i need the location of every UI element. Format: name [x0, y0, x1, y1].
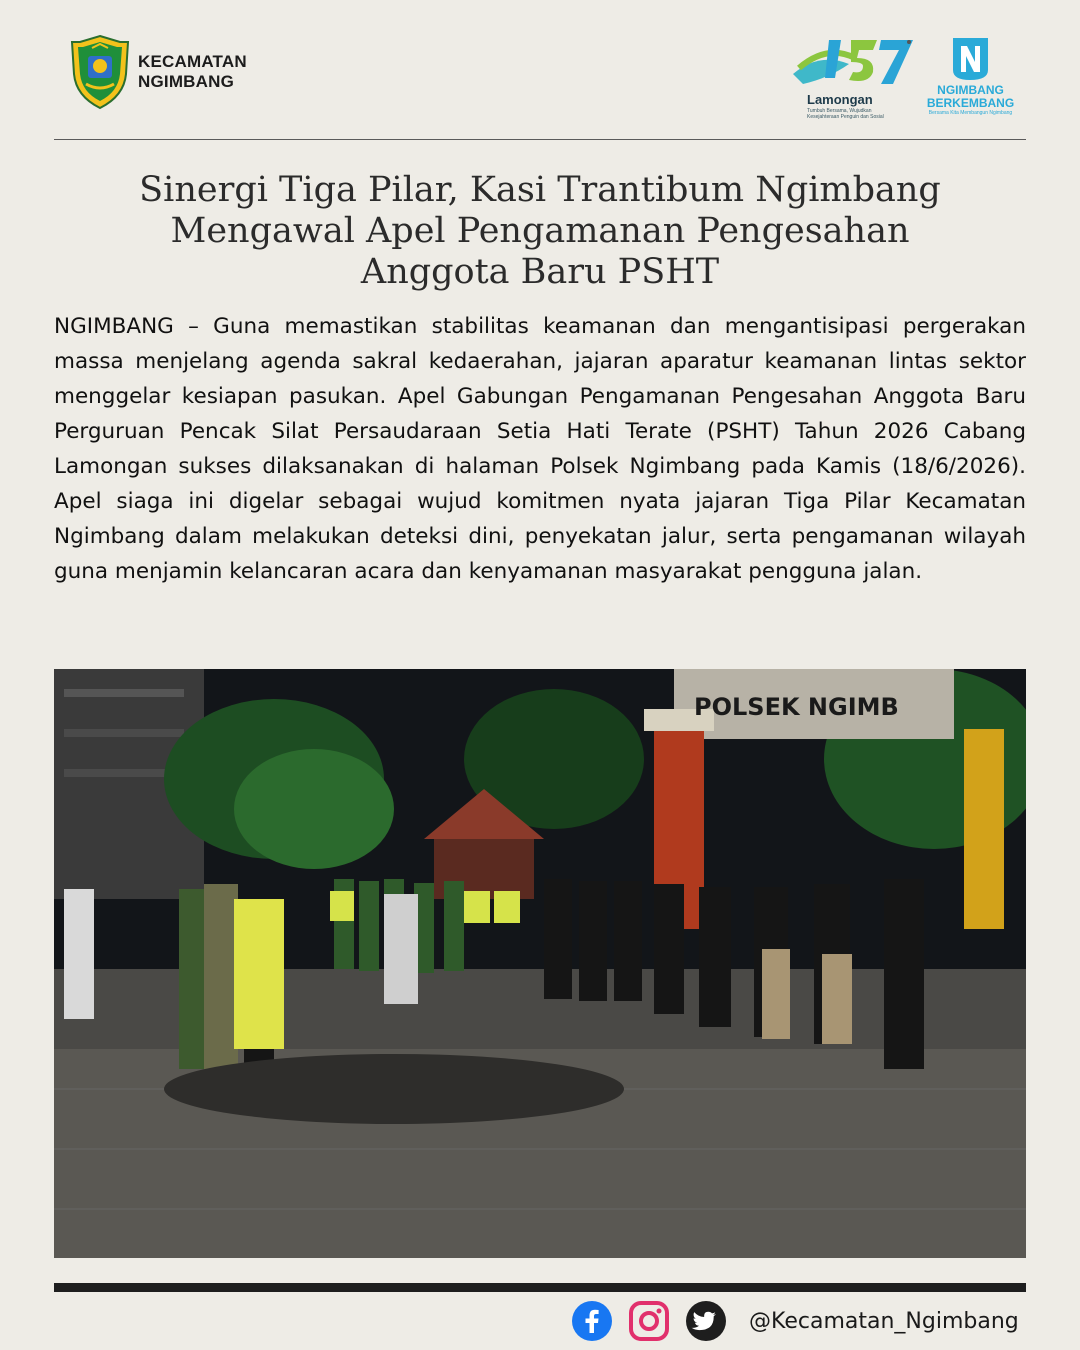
ngimbang-tagline: Bersama Kita Membangun Ngimbang	[928, 110, 1013, 116]
brand[interactable]	[70, 34, 247, 110]
footer	[572, 1300, 1019, 1342]
social-handle[interactable]: @Kecamatan_Ngimbang	[749, 1308, 1019, 1334]
partner-logos	[789, 34, 1018, 124]
article-body: NGIMBANG – Guna memastikan stabilitas keamanan dan mengantisipasi pergerakan massa menjelang agenda sakral kedaerahan, jajaran aparatur keamanan lintas sektor menggelar kesiapan pasukan. Apel Gabungan Pengamanan Pengesahan Anggota Baru Perguruan Pencak Silat Persaudaraan Setia Hati Terate (PSHT) Tahun 2026 Cabang Lamongan sukses dilaksanakan di halaman Polsek Ngimbang pada Kamis (18/6/2026). Apel siaga ini digelar sebagai wujud komitmen nyata jajaran Tiga Pilar Kecamatan Ngimbang dalam melakukan deteksi dini, penyekatan jalur, serta pengamanan wilayah guna menjamin kelancaran acara dan kenyamanan masyarakat pengguna jalan.	[54, 314, 1026, 584]
anniversary-label: Lamongan	[807, 92, 873, 107]
ngimbang-line2: BERKEMBANG	[926, 96, 1015, 110]
ngimbang-berkembang-logo	[923, 34, 1018, 124]
instagram-icon[interactable]	[629, 1301, 669, 1341]
footer-divider	[54, 1283, 1026, 1292]
article-title: Sinergi Tiga Pilar, Kasi Trantibum Ngimbang Mengawal Apel Pengamanan Pengesahan Anggota Baru PSHT	[139, 170, 941, 292]
facebook-icon[interactable]	[572, 1301, 612, 1341]
photo-sign-text: POLSEK NGIMB	[694, 693, 899, 721]
twitter-icon[interactable]	[686, 1301, 726, 1341]
anniversary-logo	[789, 34, 919, 124]
lamongan-emblem-icon	[70, 34, 130, 110]
brand-line1: KECAMATAN	[138, 52, 247, 71]
article-photo	[54, 669, 1026, 1258]
brand-line2: NGIMBANG	[138, 72, 235, 91]
ngimbang-line1: NGIMBANG	[937, 83, 1004, 97]
brand-name	[138, 52, 247, 92]
anniversary-tagline: Tumbuh Bersama, Wujudkan Kesejahteraan Penguin dan Sosial	[807, 108, 884, 120]
anniversary-457-icon	[789, 34, 919, 94]
header-divider	[54, 139, 1026, 140]
ngimbang-n-icon	[923, 34, 1018, 82]
header	[0, 0, 1080, 140]
ngimbang-berkembang-text	[923, 84, 1018, 110]
apel-photo-illustration	[54, 669, 1026, 1258]
